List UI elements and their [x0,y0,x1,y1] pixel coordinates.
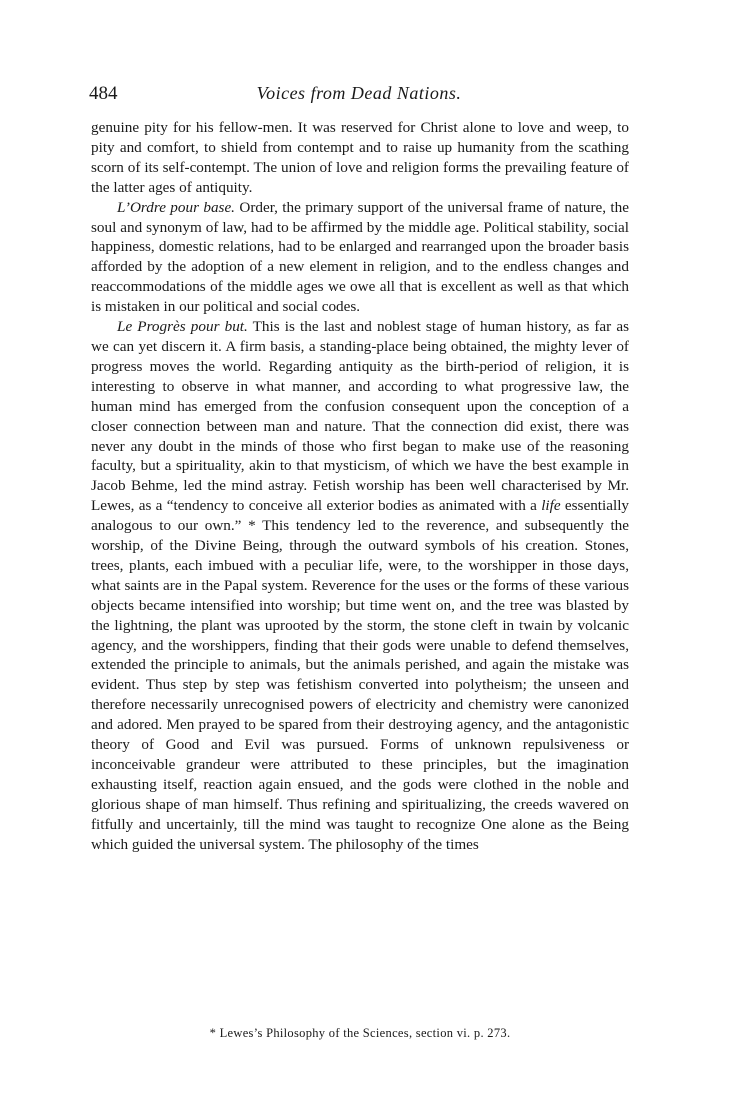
body-text [91,118,629,855]
paragraph-3-italic-word: life [541,497,561,515]
paragraph-3-text-after: essentially analogous to our own.” * This tendency led to the reverence, and subsequently the worship, of the Divine Being, through the outward symbols of his creation. Stones, trees, plants, each imbued with a peculiar life, were, to the worshipper in those days, what saints are in the Papal system. Reverence for the uses or the forms of these various objects became intensified into worship; but time went on, and the tree was blasted by the lightning, the plant was uprooted by the storm, the stone cleft in twain by volcanic agency, and the worshippers, finding that their gods were unable to defend themselves, extended the principle to animals, but the animals perished, and again the mistake was evident. Thus step by step was fetishism converted into polytheism; the unseen and therefore necessarily unrecognised powers of electricity and chemistry were canonized and adored. Men prayed to be spared from their destroying agency, and the antagonistic theory of Good and Evil was pursued. Forms of unknown repulsiveness or inconceivable grandeur were attributed to these principles, but the imagination exhausting itself, reaction again ensued, and the gods were clothed in the noble and glorious shape of man himself. Thus refining and spiritualizing, the creeds wavered on fitfully and uncertainly, till the mind was taught to recognize One alone as the Being which guided the universal system. The philosophy of the times [91,497,630,853]
page-number: 484 [89,83,118,104]
footnote: * Lewes’s Philosophy of the Sciences, section vi. p. 273. [209,1026,511,1040]
paragraph-2-lead: L’Ordre pour base. [117,198,235,216]
paragraph-1 [91,118,629,198]
paragraph-3 [91,317,629,854]
paragraph-3-text: This is the last and noblest stage of human history, as far as we can yet discern it. A firm basis, a standing-place being obtained, the mighty lever of progress moves the world. Regarding antiquity as the birth-period of religion, it is interesting to observe in what manner, and according to what progressive law, the human mind has emerged from the confusion consequent upon the conception of a closer connection between man and nature. That the connection did exist, there was never any doubt in the minds of those who first began to make use of the reasoning faculty, but a spirituality, akin to that mysticism, of which we have the best example in Jacob Behme, led the mind astray. Fetish worship has been well characterised by Mr. Lewes, as a “tendency to conceive all exterior bodies as animated with a [91,318,629,515]
running-head: Voices from Dead Nations. [256,83,462,103]
paragraph-2 [91,198,629,317]
paragraph-1-text: genuine pity for his fellow-men. It was reserved for Christ alone to love and weep, to pity and comfort, to shield from contempt and to raise up humanity from the scathing scorn of its self-contempt. The union of love and religion forms the prevailing feature of the latter ages of antiquity. [91,119,629,196]
page-header [89,83,629,113]
paragraph-3-lead: Le Progrès pour but. [117,318,248,336]
paragraph-2-text: Order, the primary support of the universal frame of nature, the soul and synonym of law, had to be affirmed by the middle age. Political stability, social happiness, domestic relations, had to be enlarged and rearranged upon the broader basis afforded by the adoption of a new element in religion, and to the endless changes and reaccommodations of the middle ages we owe all that is excellent as well as that which is mistaken in our political and social codes. [91,198,629,316]
